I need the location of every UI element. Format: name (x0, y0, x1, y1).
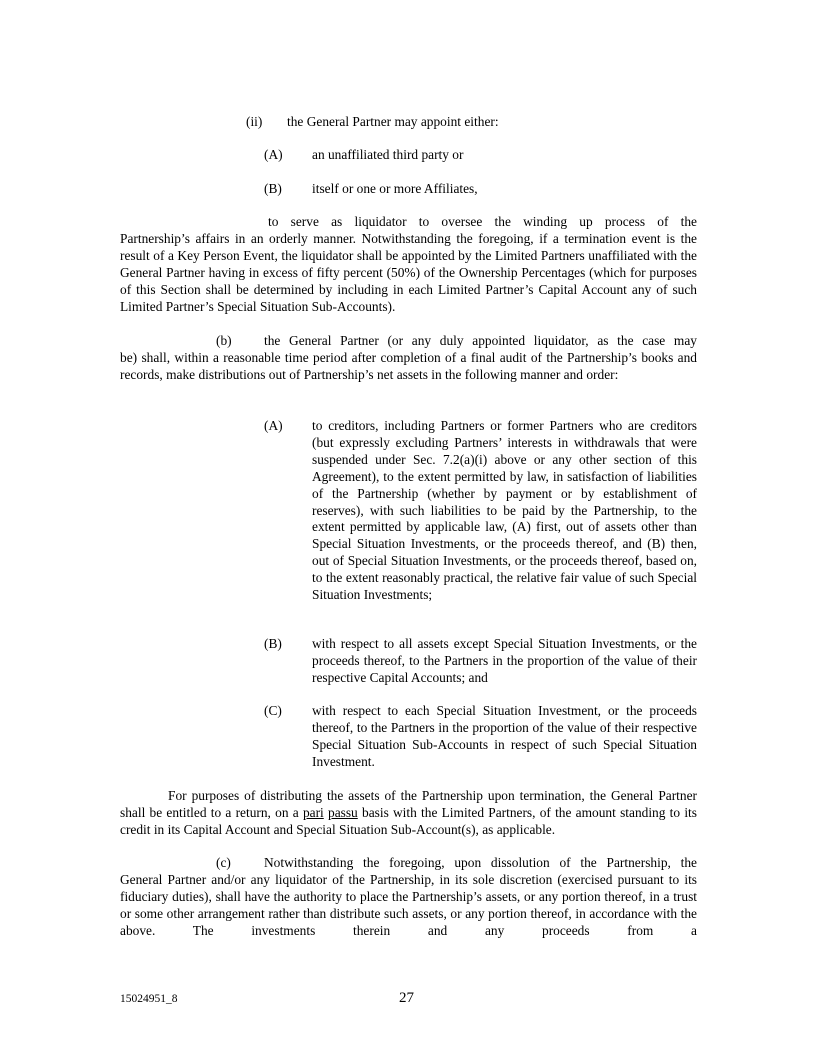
liquidator-para-first-line: to serve as liquidator to oversee the winding up process of the (268, 214, 697, 229)
para-b-first-line: the General Partner (or any duly appointed liquidator, as the case may (264, 333, 697, 348)
distribution-b-label: (B) (264, 636, 282, 651)
purposes-para-before: For purposes of distributing the assets of the Partnership upon termination, the General Partner shall be entitled to a return, on a (120, 788, 697, 820)
distribution-b-text: with respect to all assets except Special Situation Investments, or the proceeds thereof, to the Partners in the proportion of the value of their respective Capital Accounts; and (312, 636, 697, 685)
para-c-label: (c) (216, 855, 231, 870)
item-ii-text: the General Partner may appoint either: (287, 114, 499, 129)
item-ii-label: (ii) (246, 114, 263, 129)
para-b-body: be) shall, within a reasonable time period after completion of a final audit of the Partnership’s books and records, make distributions out of Partnership’s net assets in the following manner and order: (120, 350, 697, 382)
option-a-text: an unaffiliated third party or (312, 147, 464, 162)
liquidator-para-body: Partnership’s affairs in an orderly manner. Notwithstanding the foregoing, if a termination event is the result of a Key Person Event, the liquidator shall be appointed by the Limited Partners unaffiliated with the General Partner having in excess of fifty percent (50%) of the Ownership Percentages (which for purposes of this Section shall be determined by including in each Limited Partner’s Capital Account any of such Limited Partner’s Special Situation Sub-Accounts). (120, 231, 697, 314)
footer-page-number: 27 (399, 990, 414, 1006)
distribution-c-label: (C) (264, 703, 282, 718)
para-b-label: (b) (216, 333, 232, 348)
distribution-c-text: with respect to each Special Situation Investment, or the proceeds thereof, to the Partners in the proportion of the value of their respective Special Situation Sub-Accounts in respect of such Special Situation Investment. (312, 703, 697, 769)
passu-term: passu (328, 804, 358, 820)
pari-term: pari (302, 804, 324, 820)
para-c-first-line: Notwithstanding the foregoing, upon dissolution of the Partnership, the (264, 855, 697, 870)
distribution-a-text: to creditors, including Partners or former Partners who are creditors (but expressly excluding Partners’ interests in withdrawals that were suspended under Sec. 7.2(a)(i) above or any other section of this Agreement), to the extent permitted by law, in satisfaction of liabilities of the Partnership (whether by payment or by establishment of reserves), with such liabilities to be paid by the Partnership, to the extent permitted by applicable law, (A) first, out of assets other than Special Situation Investments, or the proceeds thereof, and (B) then, out of Special Situation Investments, or the proceeds thereof, based on, to the extent reasonably practical, the relative fair value of such Special Situation Investments; (312, 418, 697, 603)
option-b-text: itself or one or more Affiliates, (312, 181, 478, 196)
distribution-a-label: (A) (264, 418, 283, 433)
footer-doc-id: 15024951_8 (120, 993, 178, 1005)
option-b-label: (B) (264, 181, 282, 196)
option-a-label: (A) (264, 147, 283, 162)
purposes-para-after: basis with the Limited Partners, of the amount standing to its credit in its Capital Account and Special Situation Sub-Account(s), as applicable. (120, 804, 697, 837)
purposes-para (120, 788, 697, 839)
para-c-body: General Partner and/or any liquidator of the Partnership, in its sole discretion (exercised pursuant to its fiduciary duties), shall have the authority to place the Partnership’s assets, or any portion thereof, in a trust or some other arrangement rather than distribute such assets, or any portion thereof, in accordance with the above. The investments therein and any proceeds from a (120, 872, 697, 938)
